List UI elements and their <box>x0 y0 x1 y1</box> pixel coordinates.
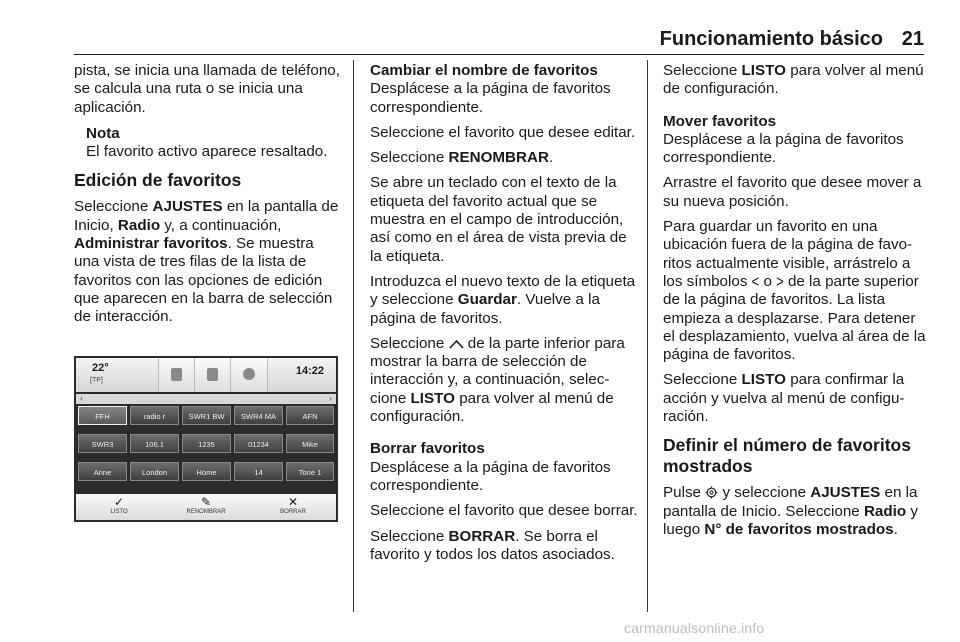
paragraph: Seleccione BORRAR. Se borra el favorito y todos los datos asociados. <box>370 527 615 563</box>
column-middle <box>370 62 638 571</box>
paragraph: Desplácese a la página de favoritos correspondiente. <box>370 80 611 116</box>
favorite-button: Anne <box>78 462 127 481</box>
section-heading-edit-favorites: Edición de favoritos <box>74 170 242 191</box>
favorite-button: SWR1 BW <box>182 406 231 425</box>
check-icon: ✓ <box>113 495 125 509</box>
section-heading-number-of-favorites: Definir el número de favoritos mostrados <box>663 435 911 477</box>
paragraph: Seleccione de la parte inferior para mostrar la barra de selección de interacción y, a continuación, seleccione LISTO para volver al menú de configuración. <box>370 334 625 426</box>
clock: 14:22 <box>295 365 324 377</box>
delete-action <box>250 494 336 520</box>
paragraph: Seleccione LISTO para volver al menú de configuración. <box>663 62 924 98</box>
chevron-right-icon: › <box>329 393 332 403</box>
done-action <box>76 494 162 520</box>
nav-icon <box>230 358 268 392</box>
close-icon: ✕ <box>287 495 299 509</box>
note-text: El favorito activo aparece resaltado. <box>86 143 328 161</box>
paragraph: Arrastre el favorito que desee mover a su nueva posición. <box>663 174 922 210</box>
action-label: BORRAR <box>280 509 306 515</box>
favorite-button: SWR4 MA <box>234 406 283 425</box>
column-divider <box>353 60 354 612</box>
favorite-button: London <box>130 462 179 481</box>
chevron-up-icon <box>449 339 464 349</box>
favorite-button: 106.1 <box>130 434 179 453</box>
action-label: RENOMBRAR <box>186 509 226 515</box>
paragraph: Para guardar un favorito en una ubicación fuera de la página de favoritos actualmente visible, arrástrelo a los símbolos < o > de la parte superior de la página de favoritos. La lista empieza a desplazarse. Para detener el desplazamiento, vuelva al área de la página de favoritos. <box>663 218 926 364</box>
subheading-rename: Cambiar el nombre de favoritos <box>370 62 598 79</box>
phone-icon <box>194 358 232 392</box>
subheading-delete: Borrar favoritos <box>370 440 485 458</box>
page-number: 21 <box>901 28 924 50</box>
paragraph: pista, se inicia una llamada de teléfono, se calcula una ruta o se inicia una aplicación. <box>74 62 340 116</box>
paragraph: Seleccione el favorito que desee editar. <box>370 123 636 141</box>
favorite-button: Home <box>182 462 231 481</box>
paragraph: Seleccione el favorito que desee borrar. <box>370 502 638 520</box>
infotainment-screen-figure <box>74 356 338 522</box>
favorite-button: FFH <box>78 406 127 425</box>
column-divider <box>647 60 648 612</box>
paragraph: Seleccione AJUSTES en la pantalla de Inicio, Radio y, a continuación, Administrar favoritos. Se muestra una vista de tres filas de la lista de favoritos con las opciones de edición que aparecen en la barra de selección de interacción. <box>74 198 339 326</box>
header-rule <box>74 54 924 55</box>
note-heading: Nota <box>86 124 120 142</box>
favorite-button: SWR3 <box>78 434 127 453</box>
rename-action <box>163 494 249 520</box>
chevron-left-icon: < <box>751 271 760 292</box>
tp-indicator: [TP] <box>90 377 103 384</box>
paragraph: Desplácese a la página de favoritos correspondiente. <box>663 130 904 167</box>
favorite-button: 14 <box>234 462 283 481</box>
favorite-button: 1235 <box>182 434 231 453</box>
favorite-button: 01234 <box>234 434 283 453</box>
chevron-left-icon: ‹ <box>80 393 83 403</box>
paragraph: Seleccione RENOMBRAR. <box>370 149 554 167</box>
column-left <box>74 62 342 334</box>
watermark: carmanualsonline.info <box>624 620 765 636</box>
favorite-button: radio r <box>130 406 179 425</box>
favorites-scroll-bar <box>76 394 336 404</box>
paragraph: Desplácese a la página de favoritos correspondiente. <box>370 458 611 494</box>
favorite-button: Tone 1 <box>286 462 334 481</box>
column-right <box>663 62 929 546</box>
paragraph: Pulse y seleccione AJUSTES en la pantalla de Inicio. Seleccione Radio y luego N° de favoritos mostrados. <box>663 484 918 538</box>
temperature: 22° <box>92 362 109 374</box>
status-bar <box>76 358 336 392</box>
home-settings-icon <box>705 486 718 499</box>
subheading-move: Mover favoritos <box>663 112 777 130</box>
page-header <box>0 24 960 54</box>
pencil-icon: ✎ <box>200 495 212 509</box>
paragraph: Introduzca el nuevo texto de la etiqueta y seleccione Guardar. Vuelve a la página de favoritos. <box>370 272 636 327</box>
page-title: Funcionamiento básico <box>659 28 883 50</box>
paragraph: Se abre un teclado con el texto de la etiqueta del favorito actual que se muestra en el campo de introducción, así como en el área de vista previa de la etiqueta. <box>370 174 627 265</box>
favorite-button: AFN <box>286 406 334 425</box>
music-icon <box>158 358 196 392</box>
chevron-right-icon: > <box>776 271 784 292</box>
paragraph: Seleccione LISTO para confirmar la acción y vuelva al menú de configuración. <box>663 371 905 426</box>
favorite-button: Mike <box>286 434 334 453</box>
action-label: LISTO <box>110 509 128 515</box>
note-box <box>86 125 342 162</box>
interaction-selector-bar <box>76 494 336 520</box>
